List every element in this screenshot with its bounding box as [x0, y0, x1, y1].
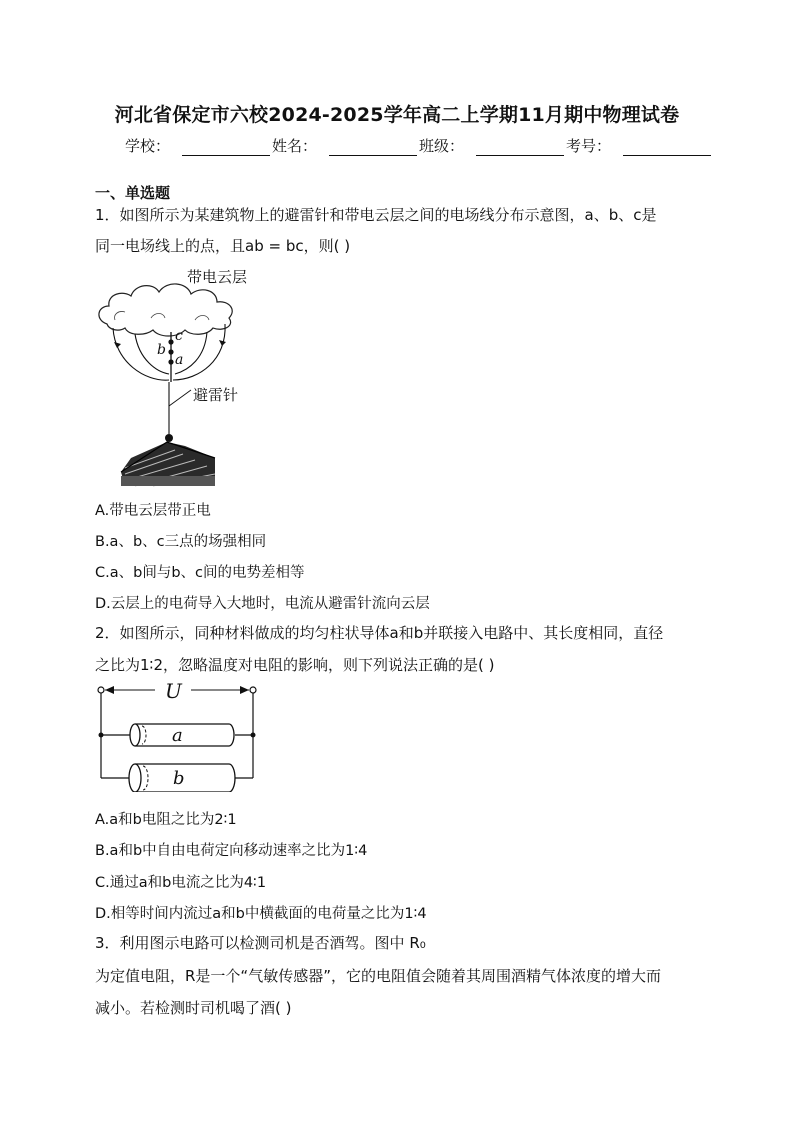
name-label: 姓名：: [272, 137, 318, 155]
exam-number-label: 考号：: [566, 137, 612, 155]
q2-option-a[interactable]: A.a和b电阻之比为2∶1: [95, 812, 237, 828]
charged-cloud: [99, 284, 232, 336]
school-blank[interactable]: [182, 139, 270, 156]
q2-option-b[interactable]: B.a和b中自由电荷定向移动速率之比为1∶4: [95, 843, 368, 859]
q3-stem-line3: 减小。若检测时司机喝了酒( ): [95, 999, 292, 1017]
q1-figure: [95, 262, 275, 488]
q3-stem-line2: 为定值电阻，R是一个“气敏传感器”，它的电阻值会随着其周围酒精气体浓度的增大而: [95, 967, 661, 985]
exam-number-blank[interactable]: [623, 139, 711, 156]
label-c: c: [175, 328, 183, 344]
label-a: a: [175, 352, 184, 368]
rod-label: 避雷针: [193, 386, 239, 404]
class-label: 班级：: [419, 137, 465, 155]
q2-stem-line2: 之比为1∶2，忽略温度对电阻的影响，则下列说法正确的是( ): [95, 656, 495, 674]
q2-stem-line1: 2．如图所示，同种材料做成的均匀柱状导体a和b并联接入电路中、其长度相同，直径: [95, 624, 664, 642]
name-blank[interactable]: [329, 139, 417, 156]
q1-option-b[interactable]: B.a、b、c三点的场强相同: [95, 534, 267, 550]
q1-option-c[interactable]: C.a、b间与b、c间的电势差相等: [95, 565, 305, 581]
voltage-label: U: [165, 680, 182, 703]
q1-stem-line2: 同一电场线上的点，且ab = bc，则( ): [95, 237, 351, 255]
section-title: 一、单选题: [95, 184, 171, 202]
q1-stem-line1: 1．如图所示为某建筑物上的避雷针和带电云层之间的电场线分布示意图，a、b、c是: [95, 206, 657, 224]
school-label: 学校：: [125, 137, 171, 155]
q2-figure: [95, 680, 265, 792]
point-c: [168, 339, 173, 344]
q2-option-d[interactable]: D.相等时间内流过a和b中横截面的电荷量之比为1∶4: [95, 906, 427, 922]
q1-option-a[interactable]: A.带电云层带正电: [95, 503, 211, 519]
cloud-label: 带电云层: [187, 268, 248, 286]
q3-stem-line1: 3．利用图示电路可以检测司机是否酒驾。图中 R₀: [95, 934, 426, 952]
name-field: [272, 135, 419, 156]
student-info-row: [125, 135, 713, 156]
class-blank[interactable]: [476, 139, 564, 156]
page-title: 河北省保定市六校2024-2025学年高二上学期11月期中物理试卷: [114, 104, 680, 126]
label-b: b: [157, 342, 166, 358]
exam-number-field: [566, 135, 713, 156]
class-field: [419, 135, 566, 156]
point-a: [168, 359, 173, 364]
school-field: [125, 135, 272, 156]
q2-option-c[interactable]: C.通过a和b电流之比为4∶1: [95, 875, 267, 891]
conductor-a-label: a: [172, 725, 183, 746]
point-b: [168, 349, 173, 354]
conductor-b-label: b: [173, 768, 185, 789]
q1-option-d[interactable]: D.云层上的电荷导入大地时，电流从避雷针流向云层: [95, 596, 430, 612]
